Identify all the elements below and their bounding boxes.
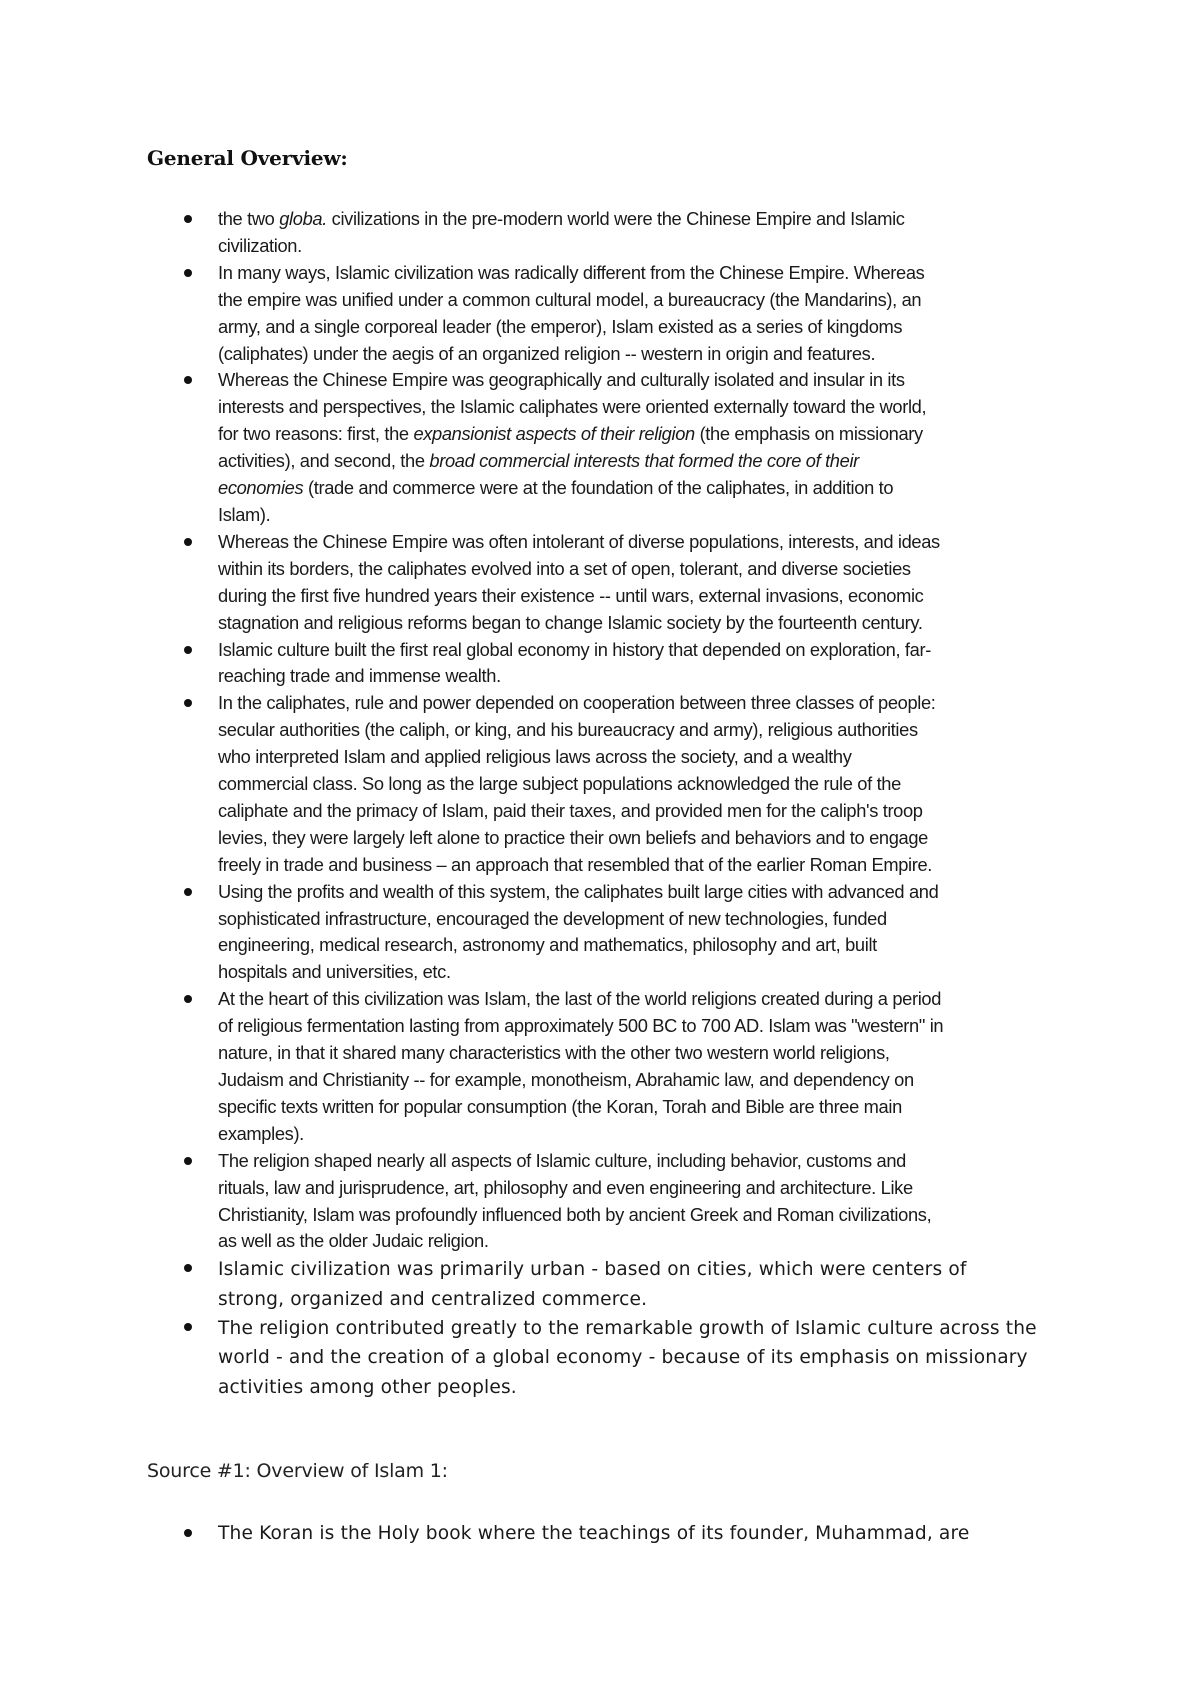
bullet-icon <box>184 995 192 1003</box>
list-item <box>0 1255 1073 1314</box>
section-heading: General Overview: <box>147 146 348 170</box>
list-item-text: In the caliphates, rule and power depended on cooperation between three classes of people: secular authorities (the caliph, or king, and his bureaucracy and army), religious authorities who interpreted Islam and applied religious laws across the society, and a wealthy commercial class. So long as the large subject populations acknowledged the rule of the caliphate and the primacy of Islam, paid their taxes, and provided men for the caliph's troop levies, they were largely left alone to practice their own beliefs and behaviors and to engage freely in trade and business – an approach that resembled that of the earlier Roman Empire. <box>218 692 936 875</box>
bullet-icon <box>184 1529 192 1537</box>
overview-bullet-list <box>0 206 1200 1402</box>
list-item <box>0 637 1073 691</box>
list-item <box>0 1148 1073 1256</box>
source-heading: Source #1: Overview of Islam 1: <box>147 1460 448 1482</box>
bullet-icon <box>184 376 192 384</box>
list-item-text: The religion shaped nearly all aspects of Islamic culture, including behavior, customs and rituals, law and jurisprudence, art, philosophy and even engineering and architecture. Like Christianity, Islam was profoundly influenced both by ancient Greek and Roman civilizations, as well as the older Judaic religion. <box>218 1149 932 1252</box>
list-item <box>0 879 1073 987</box>
list-item <box>0 206 1073 260</box>
bullet-icon <box>184 215 192 223</box>
list-item-text: In many ways, Islamic civilization was radically different from the Chinese Empire. Whereas the empire was unified under a common cultural model, a bureaucracy (the Mandarins), an army, and a single corporeal leader (the emperor), Islam existed as a series of kingdoms (caliphates) under the aegis of an organized religion -- western in origin and features. <box>218 261 925 364</box>
list-item-text: the two globa. civilizations in the pre-modern world were the Chinese Empire and Islamic civilization. <box>218 208 905 256</box>
bullet-icon <box>184 1323 192 1331</box>
list-item-text: At the heart of this civilization was Islam, the last of the world religions created during a period of religious fermentation lasting from approximately 500 BC to 700 AD. Islam was "western" in nature, in that it shared many characteristics with the other two western world religions, Judaism and Christianity -- for example, monotheism, Abrahamic law, and dependency on specific texts written for popular consumption (the Koran, Torah and Bible are three main examples). <box>218 988 944 1144</box>
list-item <box>0 1314 1073 1402</box>
list-item <box>0 529 1073 637</box>
list-item-text: Whereas the Chinese Empire was often intolerant of diverse populations, interests, and ideas within its borders, the caliphates evolved into a set of open, tolerant, and diverse societies during the first five hundred years their existence -- until wars, external invasions, economic stagnation and religious reforms began to change Islamic society by the fourteenth century. <box>218 530 940 633</box>
bullet-icon <box>184 1264 192 1272</box>
list-item-text: Whereas the Chinese Empire was geographically and culturally isolated and insular in its interests and perspectives, the Islamic caliphates were oriented externally toward the world, for two reasons: first, the expansionist aspects of their religion (the emphasis on missionary activities), and second, the broad commercial interests that formed the core of their economies (trade and commerce were at the foundation of the caliphates, in addition to Islam). <box>218 369 927 525</box>
list-item <box>0 260 1073 368</box>
list-item <box>0 986 1073 1147</box>
list-item-text: The Koran is the Holy book where the teachings of its founder, Muhammad, are <box>218 1523 970 1544</box>
list-item <box>0 690 1073 878</box>
list-item-text: Using the profits and wealth of this system, the caliphates built large cities with advanced and sophisticated infrastructure, encouraged the development of new technologies, funded engineering, medical research, astronomy and mathematics, philosophy and art, built hospitals and universities, etc. <box>218 880 939 983</box>
bullet-icon <box>184 646 192 654</box>
list-item <box>0 367 1073 528</box>
bullet-icon <box>184 1157 192 1165</box>
bullet-icon <box>184 888 192 896</box>
list-item-text: Islamic civilization was primarily urban - based on cities, which were centers of strong, organized and centralized commerce. <box>218 1259 967 1310</box>
bullet-icon <box>184 538 192 546</box>
bullet-icon <box>184 269 192 277</box>
source-bullet-list <box>0 1519 1200 1548</box>
list-item <box>0 1519 1073 1548</box>
list-item-text: Islamic culture built the first real global economy in history that depended on exploration, far- reaching trade and immense wealth. <box>218 638 931 687</box>
bullet-icon <box>184 699 192 707</box>
list-item-text: The religion contributed greatly to the remarkable growth of Islamic culture across the world - and the creation of a global economy - because of its emphasis on missionary activities among other peoples. <box>218 1317 1037 1398</box>
